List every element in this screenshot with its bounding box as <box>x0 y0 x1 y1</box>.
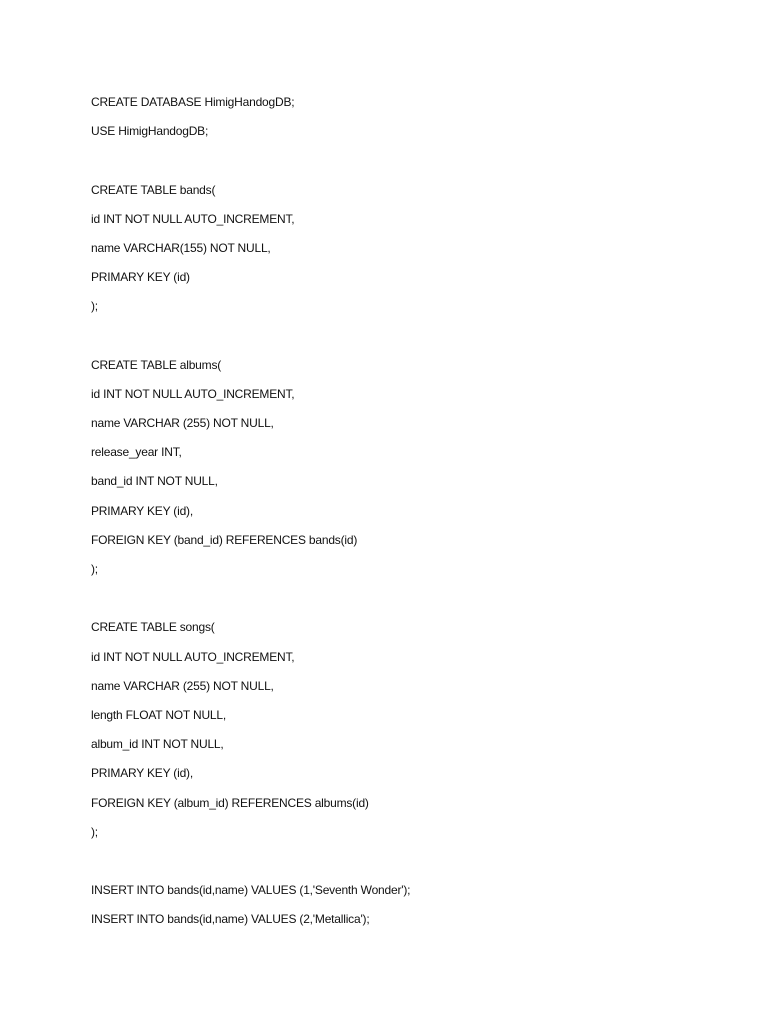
code-line: album_id INT NOT NULL, <box>91 737 224 752</box>
code-line: name VARCHAR (255) NOT NULL, <box>91 678 274 693</box>
code-line: INSERT INTO bands(id,name) VALUES (2,'Metallica'); <box>91 912 370 927</box>
code-line: CREATE DATABASE HimigHandogDB; <box>91 95 295 109</box>
code-line: release_year INT, <box>91 445 182 460</box>
code-line: PRIMARY KEY (id), <box>91 503 193 518</box>
blank-line <box>91 588 691 617</box>
code-line: name VARCHAR(155) NOT NULL, <box>91 240 271 255</box>
code-line: band_id INT NOT NULL, <box>91 474 218 489</box>
code-line: name VARCHAR (255) NOT NULL, <box>91 416 274 431</box>
sql-code-block <box>91 92 691 938</box>
code-line: FOREIGN KEY (band_id) REFERENCES bands(id) <box>91 532 358 547</box>
code-line: PRIMARY KEY (id), <box>91 766 193 781</box>
code-line: id INT NOT NULL AUTO_INCREMENT, <box>91 211 295 226</box>
code-line: ); <box>91 824 98 839</box>
code-line: FOREIGN KEY (album_id) REFERENCES albums(id) <box>91 795 369 810</box>
code-line: ); <box>91 299 98 314</box>
blank-line <box>91 851 691 880</box>
blank-line <box>91 326 691 355</box>
code-line: INSERT INTO bands(id,name) VALUES (1,'Seventh Wonder'); <box>91 883 411 898</box>
blank-line <box>91 150 691 179</box>
code-line: PRIMARY KEY (id) <box>91 270 190 285</box>
code-line: id INT NOT NULL AUTO_INCREMENT, <box>91 386 295 401</box>
code-line: USE HimigHandogDB; <box>91 124 209 139</box>
code-line: CREATE TABLE bands( <box>91 182 216 197</box>
code-line: length FLOAT NOT NULL, <box>91 707 226 722</box>
code-line: CREATE TABLE songs( <box>91 620 215 635</box>
code-line: ); <box>91 562 98 576</box>
code-line: CREATE TABLE albums( <box>91 357 222 372</box>
code-line: id INT NOT NULL AUTO_INCREMENT, <box>91 649 295 664</box>
